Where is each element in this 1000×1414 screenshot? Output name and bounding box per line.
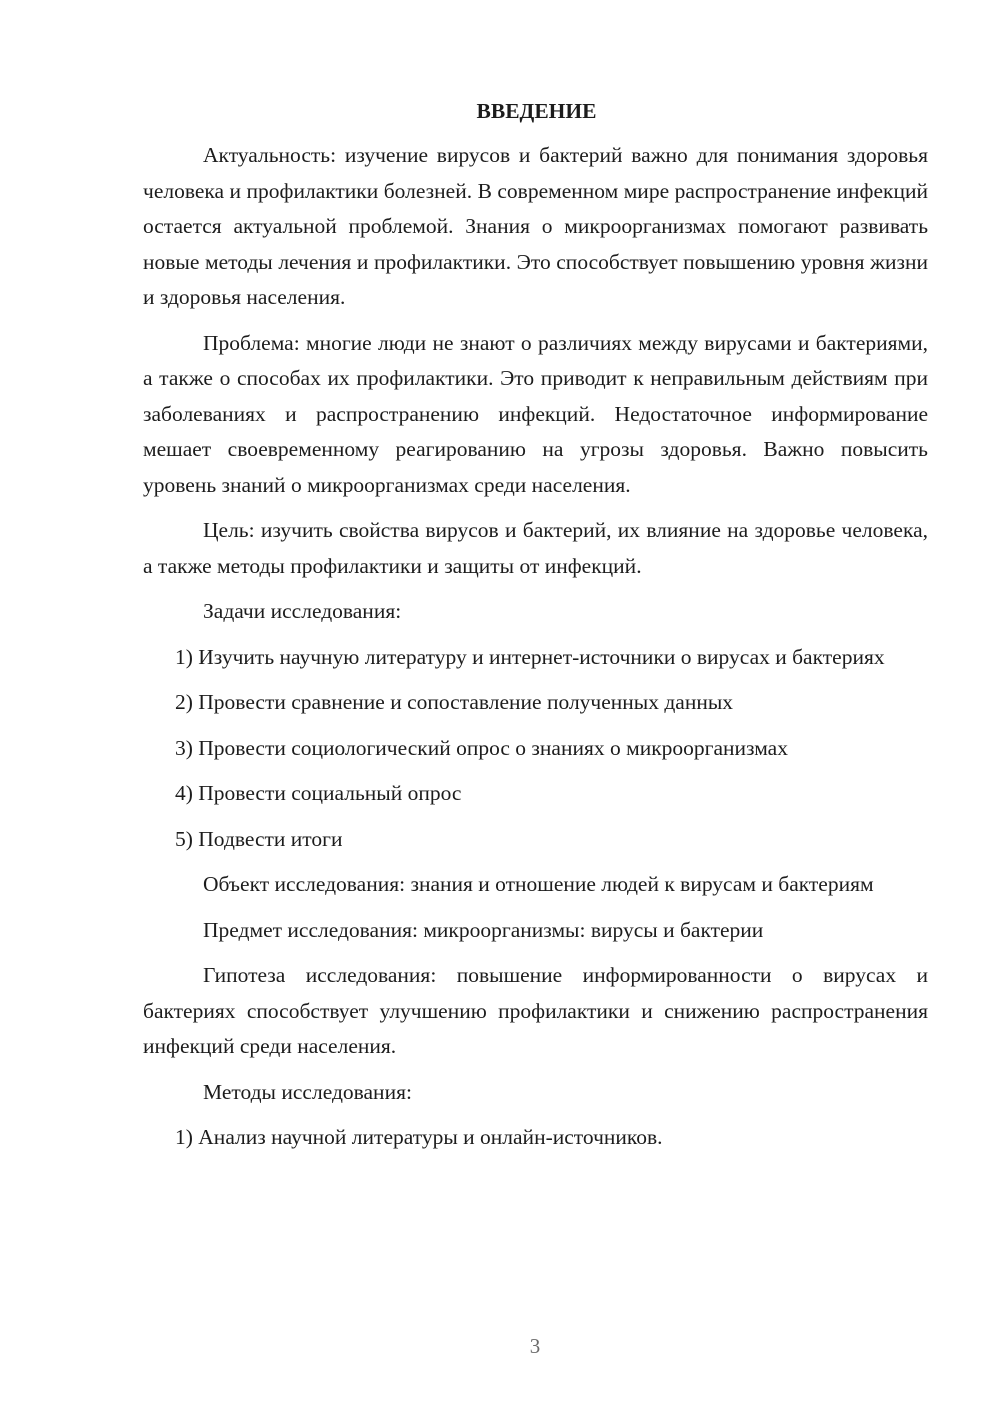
methods-heading: Методы исследования:: [203, 1079, 412, 1104]
tasks-heading: Задачи исследования:: [203, 599, 402, 623]
hypothesis-paragraph: Гипотеза исследования: повышение информированности о вирусах и бактериях способствует улучшению профилактики и снижению распространения инфекций среди населения.: [143, 963, 928, 1058]
task-item-2: 2) Провести сравнение и сопоставление полученных данных: [175, 690, 734, 714]
object-paragraph: Объект исследования: знания и отношение людей к вирусам и бактериям: [203, 872, 874, 896]
task-item-3: 3) Провести социологический опрос о знаниях о микроорганизмах: [175, 735, 788, 760]
relevance-paragraph: Актуальность: изучение вирусов и бактерий важно для понимания здоровья человека и профилактики болезней. В современном мире распространение инфекций остается актуальной проблемой. Знания о микроорганизмах помогают развивать новые методы лечения и профилактики. Это способствует повышению уровня жизни и здоровья населения.: [143, 143, 928, 309]
task-item-4: 4) Провести социальный опрос: [175, 781, 462, 805]
problem-paragraph: Проблема: многие люди не знают о различиях между вирусами и бактериями, а также о способах их профилактики. Это приводит к неправильным действиям при заболеваниях и распространению инфекций. Недостаточное информирование мешает своевременному реагированию на угрозы здоровья. Важно повысить уровень знаний о микроорганизмах среди населения.: [143, 330, 928, 497]
method-item-1: 1) Анализ научной литературы и онлайн-источников.: [175, 1125, 663, 1149]
subject-paragraph: Предмет исследования: микроорганизмы: вирусы и бактерии: [203, 917, 764, 942]
page-number: 3: [529, 1334, 541, 1358]
task-item-1: 1) Изучить научную литературу и интернет-источники о вирусах и бактериях: [175, 644, 885, 669]
task-item-5: 5) Подвести итоги: [175, 826, 343, 851]
page-content: [143, 96, 928, 1166]
goal-paragraph: Цель: изучить свойства вирусов и бактерий, их влияние на здоровье человека, а также методы профилактики и защиты от инфекций.: [143, 518, 928, 578]
section-heading: ВВЕДЕНИЕ: [476, 99, 597, 123]
